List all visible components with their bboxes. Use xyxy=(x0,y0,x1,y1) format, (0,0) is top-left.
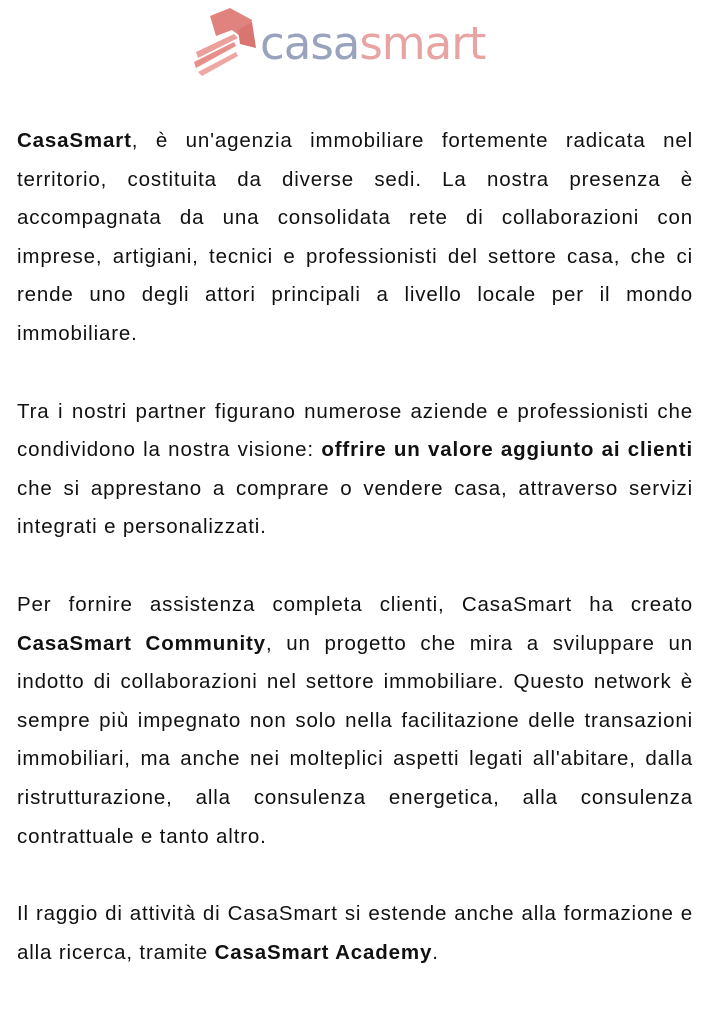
paragraph-text-bold: CasaSmart xyxy=(17,129,132,152)
paragraph-intro xyxy=(17,122,693,354)
paragraph-text: Il raggio di attività di CasaSmart si estende anche alla formazione e alla ricerca, tramite xyxy=(17,902,693,964)
paragraph-text: Tra i nostri partner figurano numerose aziende e professionisti che condividono la nostra visione: xyxy=(17,399,693,462)
logo-text-casa: casa xyxy=(260,17,360,70)
paragraph-text: che si apprestano a comprare o vendere casa, attraverso servizi integrati e personalizzati. xyxy=(17,476,693,539)
paragraph-community xyxy=(17,586,693,856)
paragraph-text-bold: CasaSmart Community xyxy=(17,631,266,655)
casasmart-logo xyxy=(190,8,530,78)
paragraph-partners xyxy=(17,393,693,547)
logo-wordmark xyxy=(260,14,485,74)
paragraph-text: . xyxy=(432,940,439,964)
paragraph-text-bold: CasaSmart Academy xyxy=(214,940,433,964)
paragraph-text: , è un'agenzia immobiliare fortemente radicata nel territorio, costituita da diverse sedi. La nostra presenza è accompagnata da una consolidata rete di collaborazioni con imprese, artigiani, tecnici e professionisti del settore casa, che ci rende uno degli attori principali a livello locale per il mondo immobiliare. xyxy=(17,129,693,345)
paragraph-text: , un progetto che mira a sviluppare un indotto di collaborazioni nel settore immobiliare. Questo network è sempre più impegnato non solo nella facilitazione delle transazioni immobiliari, ma anche nei molteplici aspetti legati all'abitare, dalla ristrutturazione, alla consulenza energetica, alla consulenza contrattuale e tanto altro. xyxy=(17,631,693,848)
paragraph-text-bold: offrire un valore aggiunto ai clienti xyxy=(321,438,693,462)
house-wings-icon xyxy=(190,8,262,78)
about-content xyxy=(17,122,693,1011)
paragraph-academy xyxy=(17,895,693,972)
paragraph-text: Per fornire assistenza completa clienti, CasaSmart ha creato xyxy=(17,592,693,616)
logo-text-smart: smart xyxy=(359,17,486,70)
